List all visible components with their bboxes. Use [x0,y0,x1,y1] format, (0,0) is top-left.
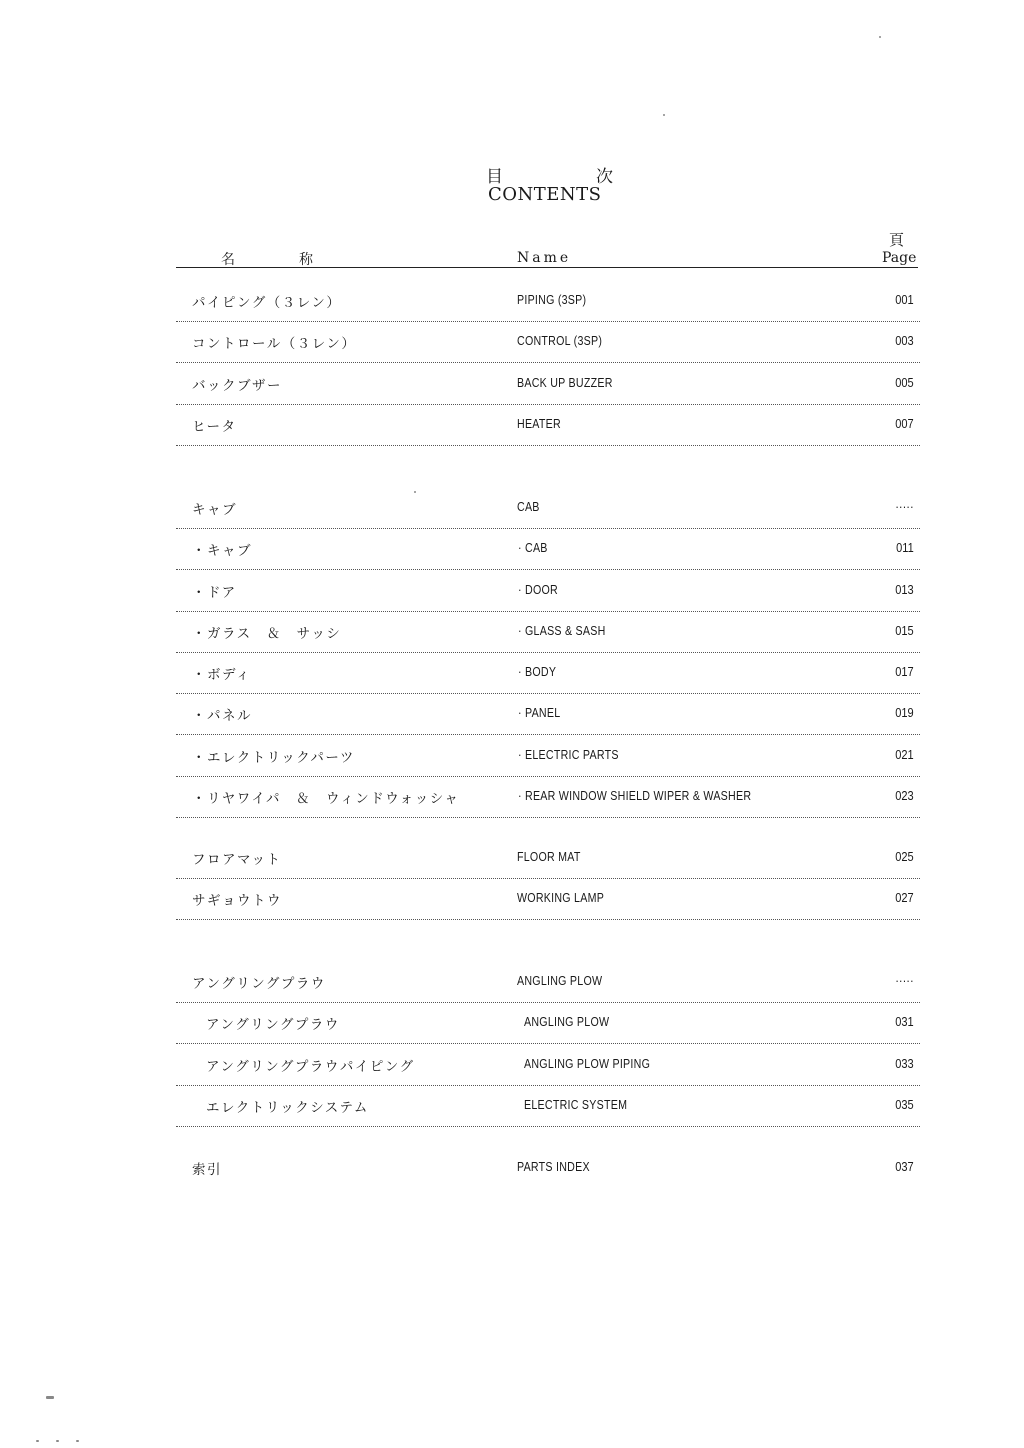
dotted-rule [176,404,920,405]
toc-page: 011 [896,540,914,555]
toc-en: ANGLING PLOW PIPING [524,1056,651,1071]
dotted-rule [176,652,920,653]
toc-en: ANGLING PLOW [524,1014,610,1029]
dotted-rule [176,878,920,879]
toc-en: HEATER [517,416,561,431]
scan-speck [56,1440,59,1442]
page-title: CONTENTS [488,184,602,205]
toc-row [176,622,920,660]
toc-row [176,889,920,927]
toc-jp: ・エレクトリックパーツ [192,750,355,766]
toc-row [176,746,920,784]
toc-jp: エレクトリックシステム [206,1100,369,1116]
toc-page: 005 [895,375,914,390]
toc-page: 031 [895,1014,914,1029]
toc-row [176,1013,920,1051]
header-rule [176,267,918,268]
toc-page: 027 [895,890,914,905]
toc-en: BACK UP BUZZER [517,375,613,390]
scan-speck [76,1440,79,1442]
toc-page: 003 [895,333,914,348]
dotted-rule [176,611,920,612]
toc-jp: フロアマット [192,852,282,868]
toc-jp: アングリングプラウパイピング [206,1059,415,1075]
header-name-jp-1: 名 [221,252,235,268]
title-jp-char-2: 次 [596,167,613,187]
dotted-rule [176,1002,920,1003]
toc-en: FLOOR MAT [517,849,581,864]
toc-page: ····· [895,973,914,988]
toc-jp: キャブ [192,502,237,518]
scan-speck [879,36,881,38]
toc-jp: 索引 [192,1162,222,1178]
toc-jp: ヒータ [192,419,237,435]
toc-jp: ・ボディ [192,667,251,683]
toc-jp: ・ドア [192,585,237,601]
toc-jp: バックブザー [192,378,282,394]
toc-row [176,374,920,412]
dotted-rule [176,1043,920,1044]
toc-en: WORKING LAMP [517,890,605,905]
header-name-jp-2: 称 [299,252,313,268]
toc-en: · REAR WINDOW SHIELD WIPER & WASHER [518,788,752,803]
toc-row [176,787,920,825]
toc-row [176,1055,920,1093]
scan-speck [414,491,416,493]
toc-page: 033 [895,1056,914,1071]
dotted-rule [176,1126,920,1127]
toc-page: 001 [895,292,914,307]
dotted-rule [176,776,920,777]
toc-en: ELECTRIC SYSTEM [524,1097,628,1112]
toc-page: 021 [895,747,914,762]
toc-jp: ・キャブ [192,543,252,559]
toc-jp: ・パネル [192,708,252,724]
dotted-rule [176,569,920,570]
toc-page: 013 [895,582,914,597]
toc-row [176,663,920,701]
dotted-rule [176,734,920,735]
header-page-jp: 頁 [889,231,905,249]
toc-row [176,1096,920,1134]
toc-page: 037 [895,1159,914,1174]
toc-page: 007 [895,416,914,431]
toc-jp: ・ガラス ＆ サッシ [192,626,342,642]
toc-page: 017 [895,664,914,679]
toc-jp: アングリングプラウ [192,976,326,992]
title-jp-char-1: 目 [486,167,503,187]
scan-speck [663,114,665,116]
toc-en: · ELECTRIC PARTS [518,747,619,762]
toc-row [176,704,920,742]
toc-jp: サギョウトウ [192,893,282,909]
toc-row [176,539,920,577]
dotted-rule [176,362,920,363]
toc-jp: ・リヤワイパ ＆ ウィンドウォッシャ [192,791,460,807]
dotted-rule [176,919,920,920]
dotted-rule [176,1085,920,1086]
toc-en: · CAB [518,540,548,555]
toc-row [176,332,920,370]
dotted-rule [176,528,920,529]
toc-jp: アングリングプラウ [206,1017,340,1033]
toc-en: · DOOR [518,582,558,597]
toc-en: CAB [517,499,540,514]
dotted-rule [176,693,920,694]
toc-row [176,415,920,453]
toc-page: 015 [895,623,914,638]
toc-row [176,291,920,329]
scan-speck [46,1396,54,1399]
toc-page: 035 [895,1097,914,1112]
toc-en: ANGLING PLOW [517,973,603,988]
toc-row [176,498,920,536]
toc-jp: コントロール（３レン） [192,336,357,352]
scan-speck [36,1440,39,1442]
toc-en: · GLASS & SASH [518,623,606,638]
toc-en: PIPING (3SP) [517,292,587,307]
toc-row [176,581,920,619]
toc-en: PARTS INDEX [517,1159,590,1174]
dotted-rule [176,445,920,446]
toc-page: ····· [895,499,914,514]
toc-en: · PANEL [518,705,561,720]
dotted-rule [176,321,920,322]
toc-page: 019 [895,705,914,720]
toc-en: CONTROL (3SP) [517,333,603,348]
header-name-en: Name [517,250,572,266]
toc-row [176,1158,920,1196]
toc-page: 023 [895,788,914,803]
toc-en: · BODY [518,664,557,679]
dotted-rule [176,817,920,818]
toc-jp: パイピング（３レン） [192,295,342,311]
toc-row [176,848,920,886]
toc-page: 025 [895,849,914,864]
header-page-en: Page [882,250,917,266]
toc-row [176,972,920,1010]
